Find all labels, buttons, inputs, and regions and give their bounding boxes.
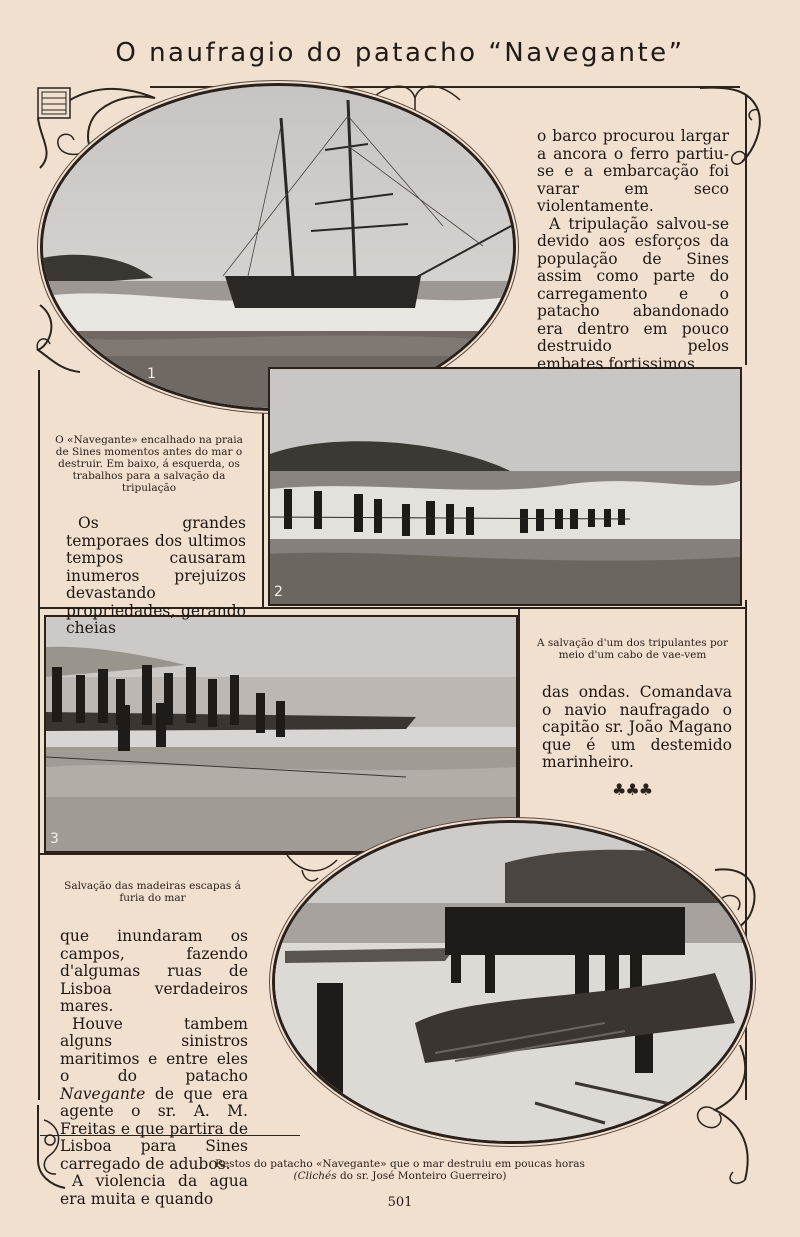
- article-paragraph-3: Os grandes temporaes dos ultimos tempos causaram inumeros prejuizos devastando propriedades, gerando cheias: [66, 514, 246, 637]
- caption-photo-4-line: Restos do patacho «Navegante» que o mar destruiu em poucas horas: [215, 1158, 585, 1170]
- photo-number-3: 3: [50, 831, 59, 847]
- article-paragraph-6: [60, 1016, 248, 1174]
- ship-name: Navegante: [60, 1084, 146, 1103]
- credit-prefix: (Clichés: [293, 1170, 337, 1182]
- article-paragraph-4: das ondas. Comandava o navio naufragado o capitão sr. João Magano que é um destemido marinheiro.: [542, 683, 732, 771]
- frame-divider-4: [518, 609, 520, 853]
- photo-wreck-remains: [272, 820, 753, 1144]
- caption-photo-4-credit: [150, 1170, 650, 1182]
- article-block-4: [542, 684, 732, 772]
- photo-rescue-rope: [268, 367, 742, 606]
- photo-salvage-timber: [44, 615, 518, 853]
- article-block-1: [537, 128, 729, 373]
- page-title: O naufragio do patacho “Navegante”: [115, 38, 685, 68]
- article-paragraph-7: A violencia da agua era muita e quando: [60, 1172, 248, 1208]
- article-paragraph-6-post: de que era agente o sr. A. M. Freitas e que partira de Lisboa para Sines carregado de adubos.: [60, 1084, 248, 1173]
- credit-rest: do sr. José Monteiro Guerreiro): [336, 1170, 507, 1182]
- article-paragraph-5: que inundaram os campos, fazendo d'algumas ruas de Lisboa verdadeiros mares.: [60, 927, 248, 1015]
- photo-ship-stranded: [40, 83, 516, 411]
- article-paragraph-2: A tripulação salvou-se devido aos esforços da população de Sines assim como parte do carregamento e o patacho abandonado era dentro em pouco destruido pelos embates fortissimos: [537, 214, 729, 373]
- frame-left-line: [38, 370, 40, 1100]
- article-paragraph-1: o barco procurou largar a ancora o ferro partiu-se e a embarcação foi varar em seco violentamente.: [537, 127, 729, 215]
- caption-photo-3: Salvação das madeiras escapas á furia do mar: [64, 880, 241, 904]
- caption-photo-2: A salvação d'um dos tripulantes por meio d'um cabo de vae-vem: [536, 637, 729, 661]
- photo-number-1: 1: [147, 366, 156, 382]
- photo-number-2: 2: [274, 584, 283, 600]
- page-number: 501: [387, 1195, 413, 1210]
- article-block-3: [66, 515, 246, 638]
- frame-divider-3: [262, 410, 264, 607]
- caption-photo-4: [150, 1158, 650, 1182]
- caption-photo-1: O «Navegante» encalhado na praia de Sines momentos antes do mar o destruir. Em baixo, á esquerda, os trabalhos para a salvação da tripulação: [55, 434, 243, 494]
- article-paragraph-6-pre: Houve tambem alguns sinistros maritimos e entre eles o do patacho: [60, 1014, 248, 1085]
- fleuron-ornament: ♣♣♣: [612, 780, 653, 799]
- frame-right-line-lower: [745, 600, 747, 1100]
